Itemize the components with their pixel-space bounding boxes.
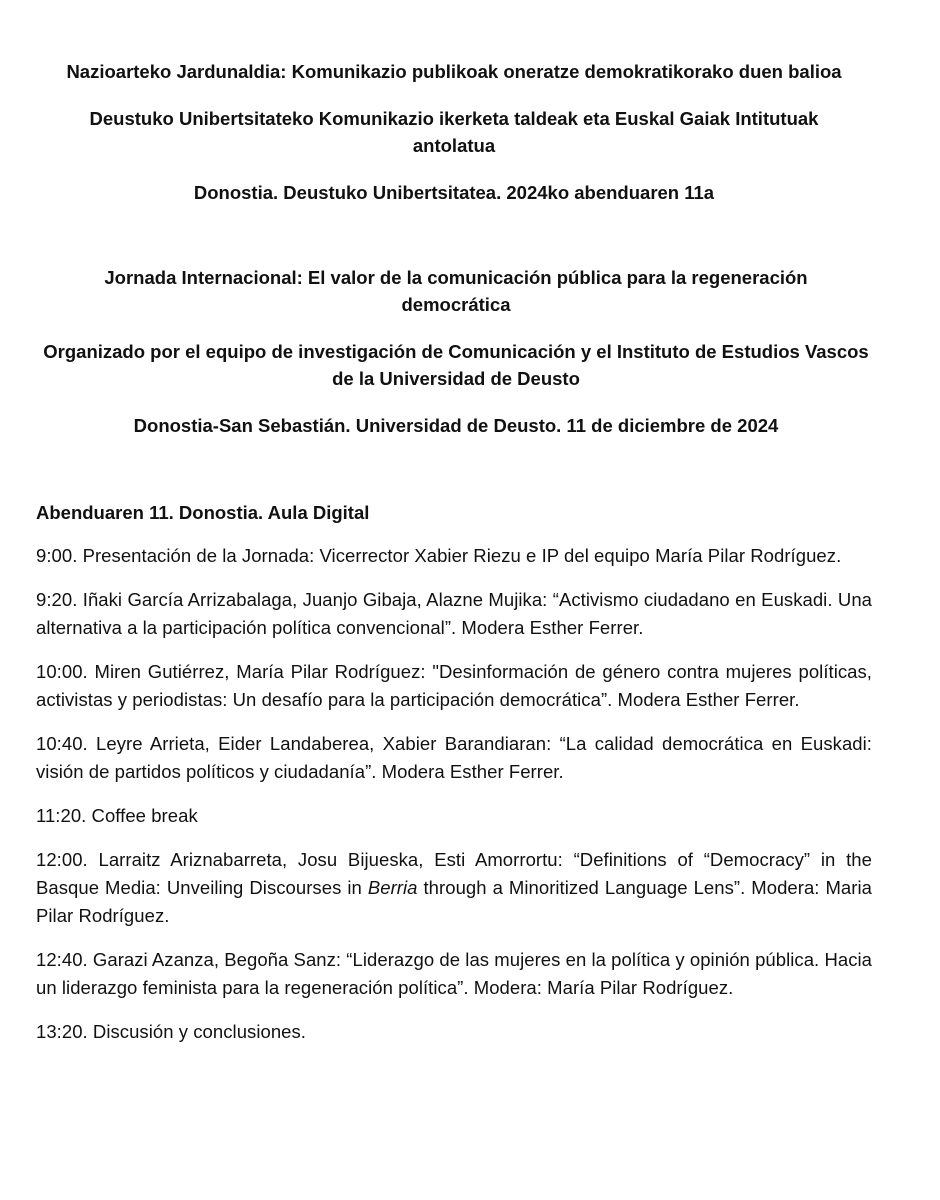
programme-heading: Abenduaren 11. Donostia. Aula Digital xyxy=(36,502,370,523)
spacer xyxy=(36,459,872,499)
item-text: 12:00. Larraitz Ariznabarreta, Josu Bijueska, Esti Amorrortu: “Definitions of “Democracy” in the Basque Media: Unveiling Discourses in xyxy=(36,849,872,898)
programme-item: 10:00. Miren Gutiérrez, María Pilar Rodríguez: "Desinformación de género contra mujeres políticas, activistas y periodistas: Un desafío para la participación democrática”. Modera Esther Ferrer. xyxy=(36,661,872,710)
programme-item: 10:40. Leyre Arrieta, Eider Landaberea, Xabier Barandiaran: “La calidad democrática en Euskadi: visión de partidos políticos y ciudadanía”. Modera Esther Ferrer. xyxy=(36,733,872,782)
spanish-organizer: Organizado por el equipo de investigación de Comunicación y el Instituto de Estudios Vascos de la Universidad de Deusto xyxy=(43,341,869,389)
basque-header xyxy=(54,58,854,206)
basque-place-date: Donostia. Deustuko Unibertsitatea. 2024ko abenduaren 11a xyxy=(193,182,715,203)
spanish-place-date: Donostia-San Sebastián. Universidad de Deusto. 11 de diciembre de 2024 xyxy=(133,415,779,436)
programme-item: 9:20. Iñaki García Arrizabalaga, Juanjo Gibaja, Alazne Mujika: “Activismo ciudadano en Euskadi. Una alternativa a la participación política convencional”. Modera Esther Ferrer. xyxy=(36,589,872,638)
programme-item: 11:20. Coffee break xyxy=(36,805,198,826)
programme-item: 13:20. Discusión y conclusiones. xyxy=(36,1021,306,1042)
spanish-header xyxy=(36,264,876,439)
basque-title: Nazioarteko Jardunaldia: Komunikazio publikoak oneratze demokratikorako duen balioa xyxy=(66,61,842,82)
basque-organizer: Deustuko Unibertsitateko Komunikazio ikerketa taldeak eta Euskal Gaiak Intitutuak antolatua xyxy=(89,108,819,156)
programme-item: 12:40. Garazi Azanza, Begoña Sanz: “Liderazgo de las mujeres en la política y opinión pública. Hacia un liderazgo feminista para la regeneración política”. Modera: María Pilar Rodríguez. xyxy=(36,949,872,998)
spanish-title: Jornada Internacional: El valor de la comunicación pública para la regeneración democrática xyxy=(104,267,808,315)
spacer xyxy=(36,226,872,264)
newspaper-title: Berria xyxy=(367,877,418,898)
programme-item: 9:00. Presentación de la Jornada: Vicerrector Xabier Riezu e IP del equipo María Pilar Rodríguez. xyxy=(36,545,842,566)
item-text: through a Minoritized Language Lens”. Modera: Maria Pilar Rodríguez. xyxy=(36,877,872,926)
programme xyxy=(36,499,872,1046)
programme-item xyxy=(36,846,872,930)
